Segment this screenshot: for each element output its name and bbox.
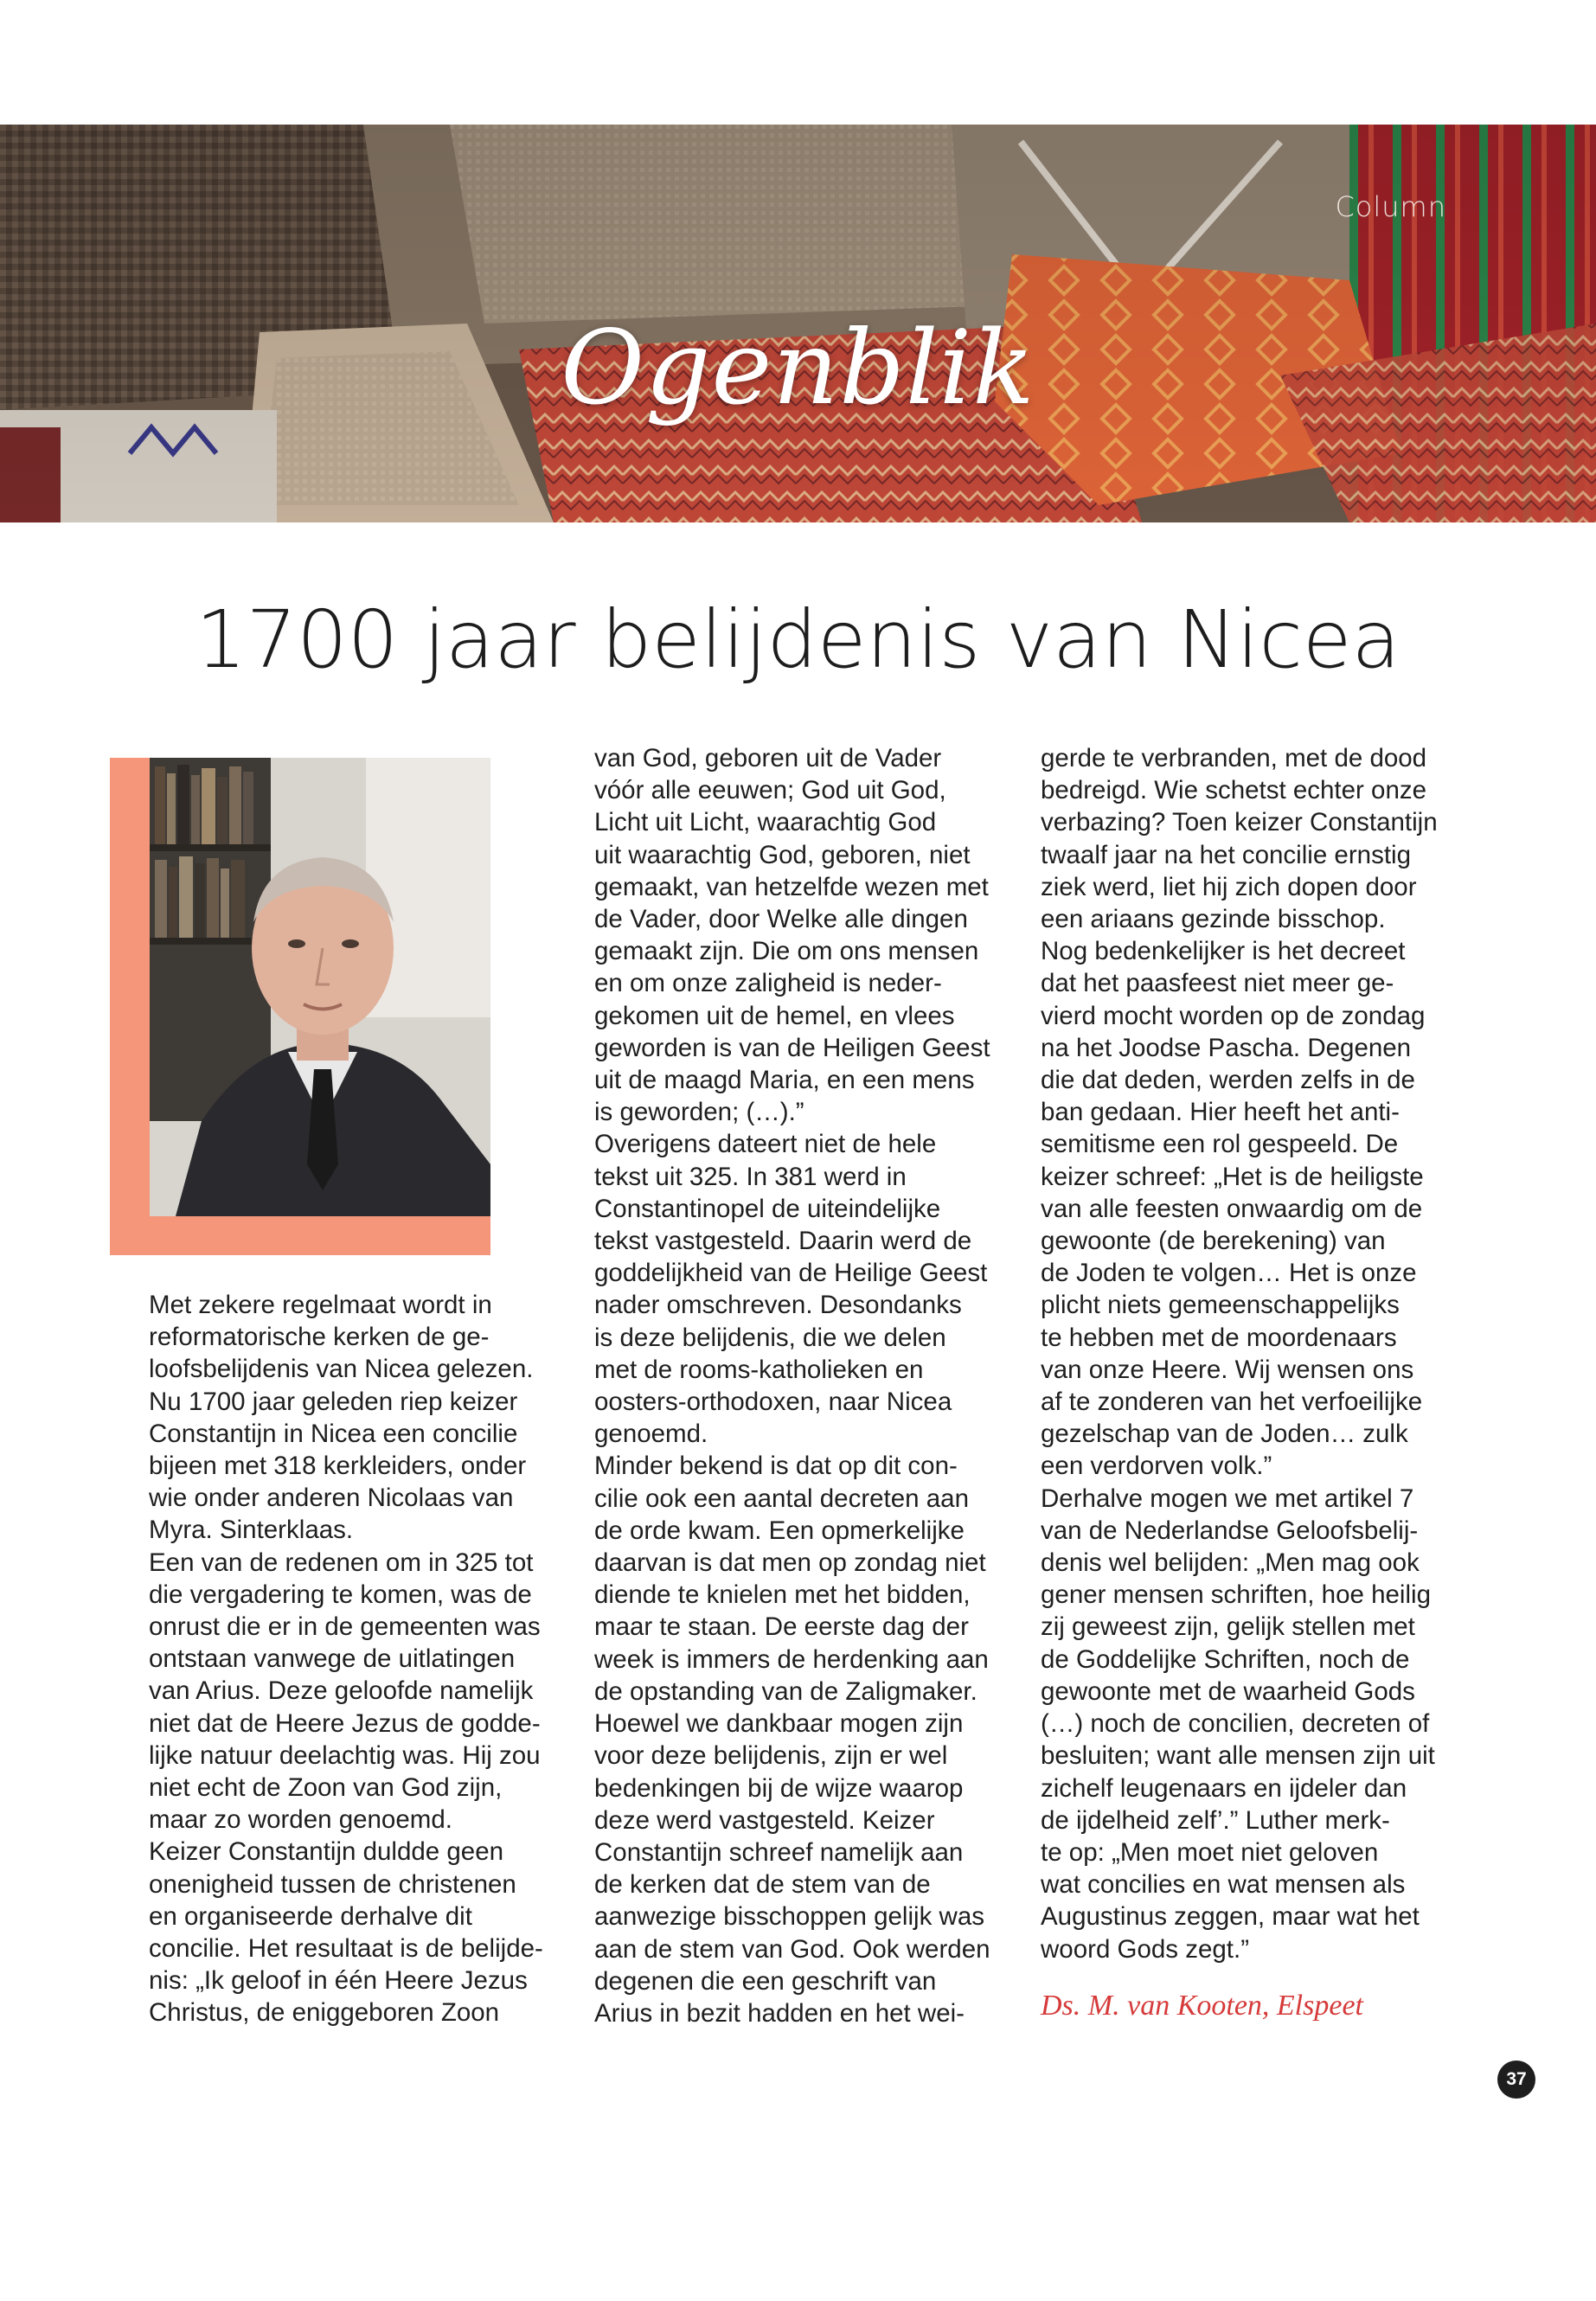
text-line: Minder bekend is dat op dit con-	[594, 1452, 958, 1481]
text-line: die dat deden, werden zelfs in de	[1041, 1066, 1415, 1095]
text-line: gener mensen schriften, hoe heilig	[1041, 1580, 1431, 1610]
text-line: Myra. Sinterklaas.	[149, 1516, 354, 1545]
author-portrait	[150, 758, 490, 1216]
text-line: met de rooms-katholieken en	[594, 1355, 924, 1384]
text-line: gezelschap van de Joden… zulk	[1041, 1420, 1408, 1449]
text-line: verbazing? Toen keizer Constantijn	[1041, 808, 1438, 837]
text-line: Een van de redenen om in 325 tot	[149, 1548, 534, 1577]
text-line: de opstanding van de Zaligmaker.	[594, 1676, 977, 1706]
article-column-1	[149, 1289, 555, 2029]
text-line: aan de stem van God. Ook werden	[594, 1934, 990, 1964]
author-byline: Ds. M. van Kooten, Elspeet	[1041, 1990, 1363, 2022]
text-line: plicht niets gemeenschappelijks	[1041, 1291, 1400, 1320]
text-line: onrust die er in de gemeenten was	[149, 1612, 541, 1642]
text-line: niet echt de Zoon van God zijn,	[149, 1773, 503, 1803]
text-line: nis: „Ik geloof in één Heere Jezus	[149, 1966, 528, 1996]
text-line: maar zo worden genoemd.	[149, 1805, 452, 1835]
text-line: onenigheid tussen de christenen	[149, 1869, 516, 1899]
text-line: Arius in bezit hadden en het wei-	[594, 1998, 965, 2028]
text-line: bedenkingen bij de wijze waarop	[594, 1773, 964, 1803]
text-line: tekst vastgesteld. Daarin werd de	[594, 1227, 972, 1256]
text-line: niet dat de Heere Jezus de godde-	[149, 1708, 541, 1738]
text-line: en om onze zaligheid is neder-	[594, 969, 942, 998]
text-line: gewoonte met de waarheid Gods	[1041, 1676, 1415, 1706]
text-line: is deze belijdenis, die we delen	[594, 1323, 946, 1352]
author-photo	[150, 758, 490, 1216]
text-line: cilie ook een aantal decreten aan	[594, 1484, 969, 1513]
text-line: Augustinus zeggen, maar wat het	[1041, 1902, 1420, 1932]
text-line: denis wel belijden: „Men mag ook	[1041, 1548, 1420, 1578]
text-line: de Vader, door Welke alle dingen	[594, 905, 968, 934]
text-line: is geworden; (…).”	[594, 1098, 804, 1127]
text-line: keizer schreef: „Het is de heiligste	[1041, 1162, 1424, 1191]
text-line: twaalf jaar na het concilie ernstig	[1041, 840, 1411, 869]
text-line: reformatorische kerken de ge-	[149, 1323, 490, 1352]
text-line: een ariaans gezinde bisschop.	[1041, 905, 1386, 934]
text-line: maar te staan. De eerste dag der	[594, 1612, 969, 1642]
text-line: ontstaan vanwege de uitlatingen	[149, 1644, 516, 1674]
text-line: Licht uit Licht, waarachtig God	[594, 808, 937, 837]
text-line: Constantijn schreef namelijk aan	[594, 1837, 964, 1867]
text-line: zij geweest zijn, gelijk stellen met	[1041, 1612, 1415, 1642]
text-line: wie onder anderen Nicolaas van	[149, 1484, 514, 1513]
text-line: die vergadering te komen, was de	[149, 1580, 532, 1609]
text-line: af te zonderen van het verfoeilijke	[1041, 1388, 1423, 1417]
text-line: gerde te verbranden, met de dood	[1041, 744, 1427, 772]
text-line: Christus, de eniggeboren Zoon	[149, 1998, 500, 2028]
text-line: uit de maagd Maria, en een mens	[594, 1066, 975, 1095]
text-line: Constantijn in Nicea een concilie	[149, 1419, 518, 1448]
text-line: te op: „Men moet niet geloven	[1041, 1837, 1379, 1867]
text-line: dat het paasfeest niet meer ge-	[1041, 969, 1394, 998]
text-line: genoemd.	[594, 1420, 708, 1449]
text-line: (…) noch de concilien, decreten of	[1041, 1709, 1430, 1739]
text-line: gekomen uit de hemel, en vlees	[594, 1001, 955, 1030]
text-line: zichelf leugenaars en ijdeler dan	[1041, 1773, 1407, 1803]
text-line: concilie. Het resultaat is de belijde-	[149, 1934, 543, 1964]
header-banner	[0, 125, 1596, 522]
text-line: voor deze belijdenis, zijn er wel	[594, 1741, 948, 1771]
text-line: Constantinopel de uiteindelijke	[594, 1194, 941, 1223]
text-line: loofsbelijdenis van Nicea gelezen.	[149, 1355, 534, 1384]
text-line: geworden is van de Heiligen Geest	[594, 1033, 990, 1062]
text-line: de kerken dat de stem van de	[594, 1870, 931, 1900]
text-line: de ijdelheid zelf’.” Luther merk-	[1041, 1805, 1390, 1835]
text-line: na het Joodse Pascha. Degenen	[1041, 1033, 1412, 1062]
text-line: bedreigd. Wie schetst echter onze	[1041, 776, 1427, 805]
text-line: Keizer Constantijn duldde geen	[149, 1837, 504, 1867]
text-line: wat concilies en wat mensen als	[1041, 1870, 1406, 1900]
text-line: week is immers de herdenking aan	[594, 1644, 989, 1674]
text-line: semitisme een rol gespeeld. De	[1041, 1130, 1399, 1159]
text-line: vóór alle eeuwen; God uit God,	[594, 776, 946, 805]
text-line: de Joden te volgen… Het is onze	[1041, 1259, 1417, 1288]
text-line: te hebben met de moordenaars	[1041, 1323, 1397, 1352]
text-line: tekst uit 325. In 381 werd in	[594, 1162, 907, 1191]
text-line: van alle feesten onwaardig om de	[1041, 1194, 1423, 1223]
text-line: Overigens dateert niet de hele	[594, 1130, 937, 1159]
text-line: deze werd vastgesteld. Keizer	[594, 1805, 935, 1835]
page-number: 37	[1497, 2061, 1535, 2099]
text-line: de orde kwam. Een opmerkelijke	[594, 1516, 965, 1545]
text-line: besluiten; want alle mensen zijn uit	[1041, 1741, 1435, 1771]
text-line: ban gedaan. Hier heeft het anti-	[1041, 1098, 1400, 1127]
text-line: een verdorven volk.”	[1041, 1452, 1272, 1481]
column-name: Ogenblik	[561, 308, 1035, 427]
text-line: Hoewel we dankbaar mogen zijn	[594, 1709, 964, 1739]
text-line: de Goddelijke Schriften, noch de	[1041, 1644, 1410, 1674]
text-line: gemaakt zijn. Die om ons mensen	[594, 937, 979, 966]
text-line: Nu 1700 jaar geleden riep keizer	[149, 1387, 518, 1416]
text-line: Nog bedenkelijker is het decreet	[1041, 937, 1406, 966]
text-line: gemaakt, van hetzelfde wezen met	[594, 872, 989, 901]
article-column-3	[1041, 742, 1456, 1965]
text-line: goddelijkheid van de Heilige Geest	[594, 1259, 988, 1288]
text-line: degenen die een geschrift van	[594, 1966, 937, 1996]
text-line: diende te knielen met het bidden,	[594, 1580, 971, 1610]
text-line: Derhalve mogen we met artikel 7	[1041, 1484, 1414, 1513]
article-title: 1700 jaar belijdenis van Nicea	[195, 593, 1401, 686]
text-line: vierd mocht worden op de zondag	[1041, 1001, 1426, 1030]
text-line: aanwezige bisschoppen gelijk was	[594, 1902, 984, 1932]
text-line: oosters-orthodoxen, naar Nicea	[594, 1388, 952, 1417]
text-line: van onze Heere. Wij wensen ons	[1041, 1355, 1414, 1384]
text-line: lijke natuur deelachtig was. Hij zou	[149, 1740, 541, 1770]
text-line: van Arius. Deze geloofde namelijk	[149, 1676, 534, 1706]
text-line: gewoonte (de berekening) van	[1041, 1227, 1386, 1256]
text-line: bijeen met 318 kerkleiders, onder	[149, 1452, 527, 1481]
text-line: en organiseerde derhalve dit	[149, 1901, 472, 1931]
text-line: Met zekere regelmaat wordt in	[149, 1291, 492, 1319]
text-line: nader omschreven. Desondanks	[594, 1291, 962, 1320]
text-line: ziek werd, liet hij zich dopen door	[1041, 872, 1417, 901]
article-column-2	[594, 742, 1001, 2029]
text-line: van de Nederlandse Geloofsbelij-	[1041, 1516, 1419, 1545]
text-line: van God, geboren uit de Vader	[594, 744, 942, 772]
section-label: Column	[1335, 190, 1446, 223]
text-line: uit waarachtig God, geboren, niet	[594, 840, 971, 869]
text-line: daarvan is dat men op zondag niet	[594, 1548, 986, 1578]
text-line: woord Gods zegt.”	[1041, 1934, 1250, 1964]
